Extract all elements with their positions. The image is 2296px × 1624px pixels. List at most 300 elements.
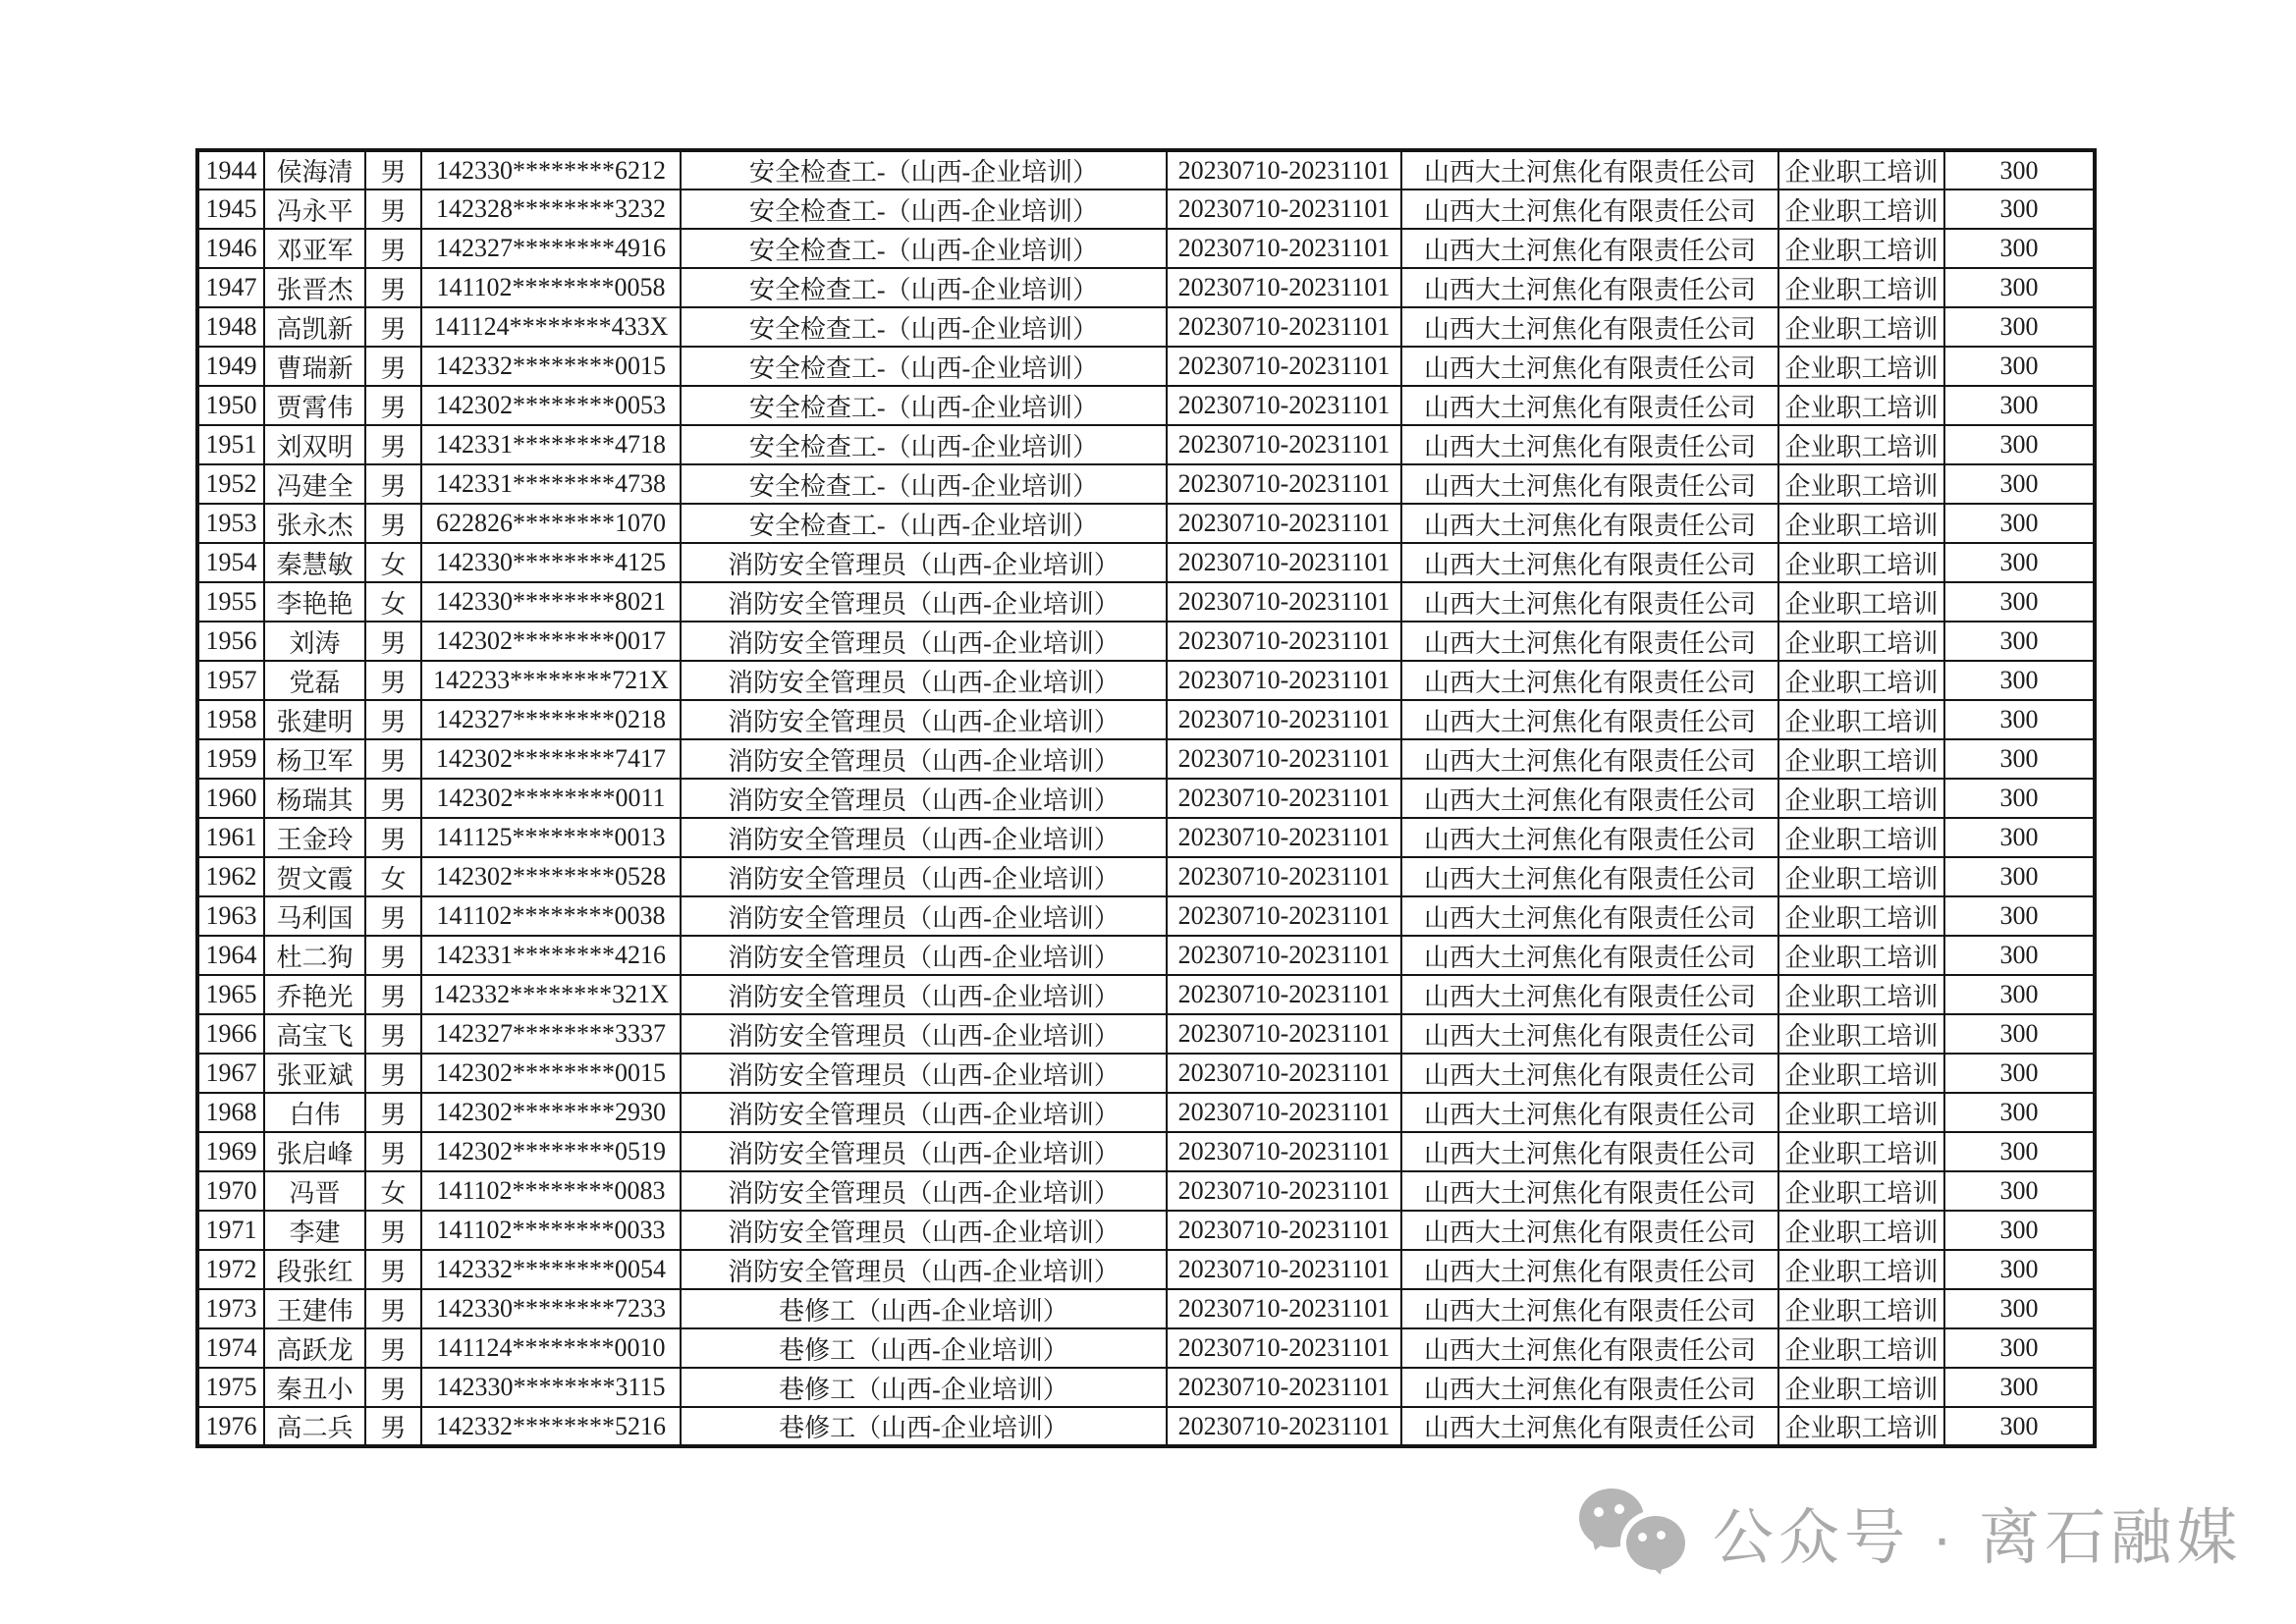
table-row <box>197 268 2095 307</box>
cell-id: 142327********0218 <box>421 700 681 739</box>
cell-amount: 300 <box>1944 268 2095 307</box>
cell-id: 142332********5216 <box>421 1407 681 1446</box>
cell-amount: 300 <box>1944 150 2095 189</box>
cell-gender: 男 <box>365 1407 421 1446</box>
cell-company: 山西大土河焦化有限责任公司 <box>1401 229 1778 268</box>
cell-category: 企业职工培训 <box>1778 386 1944 425</box>
cell-id: 142332********321X <box>421 975 681 1014</box>
cell-company: 山西大土河焦化有限责任公司 <box>1401 896 1778 936</box>
cell-category: 企业职工培训 <box>1778 504 1944 543</box>
cell-period: 20230710-20231101 <box>1167 1250 1401 1289</box>
table-row <box>197 1250 2095 1289</box>
cell-category: 企业职工培训 <box>1778 818 1944 857</box>
cell-amount: 300 <box>1944 739 2095 779</box>
cell-company: 山西大土河焦化有限责任公司 <box>1401 1014 1778 1054</box>
cell-id: 142331********4718 <box>421 425 681 464</box>
cell-name: 张建明 <box>264 700 365 739</box>
cell-gender: 男 <box>365 700 421 739</box>
cell-company: 山西大土河焦化有限责任公司 <box>1401 1407 1778 1446</box>
cell-category: 企业职工培训 <box>1778 150 1944 189</box>
cell-no: 1944 <box>197 150 264 189</box>
cell-id: 141102********0083 <box>421 1171 681 1211</box>
cell-category: 企业职工培训 <box>1778 1250 1944 1289</box>
cell-period: 20230710-20231101 <box>1167 582 1401 622</box>
cell-id: 142302********7417 <box>421 739 681 779</box>
cell-gender: 女 <box>365 857 421 896</box>
cell-gender: 男 <box>365 1014 421 1054</box>
cell-period: 20230710-20231101 <box>1167 268 1401 307</box>
table-row <box>197 150 2095 189</box>
cell-gender: 男 <box>365 189 421 229</box>
cell-no: 1975 <box>197 1368 264 1407</box>
wechat-bubble-front <box>1620 1510 1691 1576</box>
table-row <box>197 975 2095 1014</box>
cell-name: 张永杰 <box>264 504 365 543</box>
cell-no: 1947 <box>197 268 264 307</box>
cell-name: 秦丑小 <box>264 1368 365 1407</box>
cell-amount: 300 <box>1944 425 2095 464</box>
cell-amount: 300 <box>1944 936 2095 975</box>
cell-job: 消防安全管理员（山西-企业培训） <box>681 857 1167 896</box>
table-row <box>197 1211 2095 1250</box>
cell-category: 企业职工培训 <box>1778 229 1944 268</box>
cell-name: 李建 <box>264 1211 365 1250</box>
cell-name: 白伟 <box>264 1093 365 1132</box>
cell-company: 山西大土河焦化有限责任公司 <box>1401 150 1778 189</box>
cell-company: 山西大土河焦化有限责任公司 <box>1401 1093 1778 1132</box>
cell-job: 消防安全管理员（山西-企业培训） <box>681 896 1167 936</box>
cell-job: 消防安全管理员（山西-企业培训） <box>681 1054 1167 1093</box>
cell-period: 20230710-20231101 <box>1167 661 1401 700</box>
table-row <box>197 1054 2095 1093</box>
cell-category: 企业职工培训 <box>1778 936 1944 975</box>
cell-company: 山西大土河焦化有限责任公司 <box>1401 464 1778 504</box>
cell-no: 1973 <box>197 1289 264 1328</box>
cell-name: 冯晋 <box>264 1171 365 1211</box>
cell-gender: 男 <box>365 150 421 189</box>
cell-name: 曹瑞新 <box>264 347 365 386</box>
cell-period: 20230710-20231101 <box>1167 1132 1401 1171</box>
cell-company: 山西大土河焦化有限责任公司 <box>1401 386 1778 425</box>
cell-gender: 男 <box>365 1093 421 1132</box>
cell-gender: 男 <box>365 936 421 975</box>
cell-no: 1965 <box>197 975 264 1014</box>
cell-amount: 300 <box>1944 1093 2095 1132</box>
cell-company: 山西大土河焦化有限责任公司 <box>1401 857 1778 896</box>
cell-job: 巷修工（山西-企业培训） <box>681 1368 1167 1407</box>
cell-category: 企业职工培训 <box>1778 307 1944 347</box>
cell-company: 山西大土河焦化有限责任公司 <box>1401 1368 1778 1407</box>
cell-id: 142302********2930 <box>421 1093 681 1132</box>
cell-amount: 300 <box>1944 896 2095 936</box>
cell-gender: 女 <box>365 543 421 582</box>
cell-no: 1951 <box>197 425 264 464</box>
cell-no: 1967 <box>197 1054 264 1093</box>
cell-category: 企业职工培训 <box>1778 347 1944 386</box>
cell-amount: 300 <box>1944 1014 2095 1054</box>
cell-no: 1953 <box>197 504 264 543</box>
cell-category: 企业职工培训 <box>1778 622 1944 661</box>
cell-company: 山西大土河焦化有限责任公司 <box>1401 1289 1778 1328</box>
cell-job: 消防安全管理员（山西-企业培训） <box>681 1093 1167 1132</box>
cell-period: 20230710-20231101 <box>1167 818 1401 857</box>
table-row <box>197 1407 2095 1446</box>
cell-company: 山西大土河焦化有限责任公司 <box>1401 975 1778 1014</box>
cell-company: 山西大土河焦化有限责任公司 <box>1401 307 1778 347</box>
cell-period: 20230710-20231101 <box>1167 425 1401 464</box>
table-row <box>197 700 2095 739</box>
cell-id: 622826********1070 <box>421 504 681 543</box>
cell-period: 20230710-20231101 <box>1167 1407 1401 1446</box>
cell-job: 安全检查工-（山西-企业培训） <box>681 268 1167 307</box>
cell-amount: 300 <box>1944 622 2095 661</box>
table-row <box>197 1014 2095 1054</box>
cell-company: 山西大土河焦化有限责任公司 <box>1401 582 1778 622</box>
cell-amount: 300 <box>1944 582 2095 622</box>
cell-name: 张启峰 <box>264 1132 365 1171</box>
cell-gender: 男 <box>365 622 421 661</box>
cell-id: 142302********0015 <box>421 1054 681 1093</box>
cell-name: 高凯新 <box>264 307 365 347</box>
cell-amount: 300 <box>1944 779 2095 818</box>
cell-period: 20230710-20231101 <box>1167 1368 1401 1407</box>
cell-name: 王建伟 <box>264 1289 365 1328</box>
cell-category: 企业职工培训 <box>1778 779 1944 818</box>
table-row <box>197 1093 2095 1132</box>
cell-gender: 男 <box>365 386 421 425</box>
cell-id: 142331********4216 <box>421 936 681 975</box>
cell-period: 20230710-20231101 <box>1167 543 1401 582</box>
cell-id: 141124********0010 <box>421 1328 681 1368</box>
cell-name: 李艳艳 <box>264 582 365 622</box>
cell-company: 山西大土河焦化有限责任公司 <box>1401 936 1778 975</box>
cell-name: 贺文霞 <box>264 857 365 896</box>
table-row <box>197 543 2095 582</box>
cell-period: 20230710-20231101 <box>1167 700 1401 739</box>
cell-id: 142330********3115 <box>421 1368 681 1407</box>
cell-no: 1954 <box>197 543 264 582</box>
cell-company: 山西大土河焦化有限责任公司 <box>1401 425 1778 464</box>
cell-job: 消防安全管理员（山西-企业培训） <box>681 779 1167 818</box>
cell-category: 企业职工培训 <box>1778 189 1944 229</box>
cell-category: 企业职工培训 <box>1778 425 1944 464</box>
cell-category: 企业职工培训 <box>1778 739 1944 779</box>
cell-no: 1950 <box>197 386 264 425</box>
cell-period: 20230710-20231101 <box>1167 150 1401 189</box>
cell-period: 20230710-20231101 <box>1167 504 1401 543</box>
cell-amount: 300 <box>1944 1171 2095 1211</box>
cell-name: 贾霄伟 <box>264 386 365 425</box>
cell-job: 消防安全管理员（山西-企业培训） <box>681 1171 1167 1211</box>
table-row <box>197 1289 2095 1328</box>
cell-no: 1956 <box>197 622 264 661</box>
cell-job: 消防安全管理员（山西-企业培训） <box>681 818 1167 857</box>
cell-job: 消防安全管理员（山西-企业培训） <box>681 1250 1167 1289</box>
cell-amount: 300 <box>1944 1211 2095 1250</box>
cell-period: 20230710-20231101 <box>1167 622 1401 661</box>
cell-job: 安全检查工-（山西-企业培训） <box>681 425 1167 464</box>
cell-no: 1952 <box>197 464 264 504</box>
cell-no: 1976 <box>197 1407 264 1446</box>
cell-id: 142302********0017 <box>421 622 681 661</box>
cell-id: 142327********4916 <box>421 229 681 268</box>
table-row <box>197 622 2095 661</box>
cell-company: 山西大土河焦化有限责任公司 <box>1401 700 1778 739</box>
cell-amount: 300 <box>1944 661 2095 700</box>
cell-name: 侯海清 <box>264 150 365 189</box>
cell-company: 山西大土河焦化有限责任公司 <box>1401 1328 1778 1368</box>
grant-table-body <box>197 150 2095 1446</box>
cell-gender: 男 <box>365 1250 421 1289</box>
cell-id: 142302********0053 <box>421 386 681 425</box>
cell-company: 山西大土河焦化有限责任公司 <box>1401 622 1778 661</box>
cell-name: 杨瑞其 <box>264 779 365 818</box>
watermark-text: 公众号 · 离石融媒 <box>1713 1503 2243 1572</box>
cell-job: 消防安全管理员（山西-企业培训） <box>681 1211 1167 1250</box>
table-row <box>197 779 2095 818</box>
cell-no: 1946 <box>197 229 264 268</box>
cell-category: 企业职工培训 <box>1778 582 1944 622</box>
cell-amount: 300 <box>1944 975 2095 1014</box>
cell-amount: 300 <box>1944 464 2095 504</box>
cell-name: 秦慧敏 <box>264 543 365 582</box>
cell-period: 20230710-20231101 <box>1167 386 1401 425</box>
cell-no: 1974 <box>197 1328 264 1368</box>
cell-name: 杨卫军 <box>264 739 365 779</box>
table-row <box>197 504 2095 543</box>
cell-amount: 300 <box>1944 1250 2095 1289</box>
cell-job: 安全检查工-（山西-企业培训） <box>681 307 1167 347</box>
cell-gender: 男 <box>365 1368 421 1407</box>
cell-gender: 男 <box>365 661 421 700</box>
cell-name: 段张红 <box>264 1250 365 1289</box>
cell-id: 142327********3337 <box>421 1014 681 1054</box>
cell-name: 高跃龙 <box>264 1328 365 1368</box>
cell-id: 142330********7233 <box>421 1289 681 1328</box>
cell-category: 企业职工培训 <box>1778 1328 1944 1368</box>
cell-amount: 300 <box>1944 543 2095 582</box>
cell-gender: 男 <box>365 975 421 1014</box>
cell-category: 企业职工培训 <box>1778 700 1944 739</box>
cell-job: 消防安全管理员（山西-企业培训） <box>681 936 1167 975</box>
cell-job: 消防安全管理员（山西-企业培训） <box>681 543 1167 582</box>
cell-name: 刘涛 <box>264 622 365 661</box>
cell-company: 山西大土河焦化有限责任公司 <box>1401 268 1778 307</box>
table-row <box>197 425 2095 464</box>
cell-company: 山西大土河焦化有限责任公司 <box>1401 739 1778 779</box>
table-row <box>197 464 2095 504</box>
cell-job: 消防安全管理员（山西-企业培训） <box>681 700 1167 739</box>
cell-gender: 女 <box>365 1171 421 1211</box>
cell-no: 1955 <box>197 582 264 622</box>
cell-id: 141102********0038 <box>421 896 681 936</box>
cell-amount: 300 <box>1944 229 2095 268</box>
cell-no: 1963 <box>197 896 264 936</box>
cell-gender: 男 <box>365 229 421 268</box>
cell-amount: 300 <box>1944 818 2095 857</box>
cell-job: 安全检查工-（山西-企业培训） <box>681 189 1167 229</box>
cell-period: 20230710-20231101 <box>1167 1211 1401 1250</box>
cell-name: 党磊 <box>264 661 365 700</box>
cell-job: 消防安全管理员（山西-企业培训） <box>681 975 1167 1014</box>
cell-job: 安全检查工-（山西-企业培训） <box>681 504 1167 543</box>
cell-name: 高宝飞 <box>264 1014 365 1054</box>
cell-category: 企业职工培训 <box>1778 857 1944 896</box>
cell-category: 企业职工培训 <box>1778 1289 1944 1328</box>
table-row <box>197 347 2095 386</box>
cell-company: 山西大土河焦化有限责任公司 <box>1401 347 1778 386</box>
cell-id: 141102********0033 <box>421 1211 681 1250</box>
cell-no: 1959 <box>197 739 264 779</box>
cell-gender: 男 <box>365 425 421 464</box>
cell-period: 20230710-20231101 <box>1167 347 1401 386</box>
cell-period: 20230710-20231101 <box>1167 975 1401 1014</box>
cell-no: 1945 <box>197 189 264 229</box>
cell-name: 杜二狗 <box>264 936 365 975</box>
cell-id: 142330********6212 <box>421 150 681 189</box>
cell-name: 乔艳光 <box>264 975 365 1014</box>
cell-name: 冯永平 <box>264 189 365 229</box>
cell-gender: 男 <box>365 818 421 857</box>
cell-job: 巷修工（山西-企业培训） <box>681 1328 1167 1368</box>
cell-category: 企业职工培训 <box>1778 661 1944 700</box>
cell-period: 20230710-20231101 <box>1167 189 1401 229</box>
cell-gender: 男 <box>365 464 421 504</box>
cell-category: 企业职工培训 <box>1778 1014 1944 1054</box>
cell-gender: 男 <box>365 504 421 543</box>
cell-no: 1957 <box>197 661 264 700</box>
cell-id: 142330********4125 <box>421 543 681 582</box>
cell-id: 142302********0011 <box>421 779 681 818</box>
cell-name: 冯建全 <box>264 464 365 504</box>
table-row <box>197 229 2095 268</box>
table-row <box>197 896 2095 936</box>
cell-id: 142328********3232 <box>421 189 681 229</box>
cell-gender: 女 <box>365 582 421 622</box>
table-row <box>197 1328 2095 1368</box>
cell-company: 山西大土河焦化有限责任公司 <box>1401 1250 1778 1289</box>
table-row <box>197 386 2095 425</box>
cell-job: 巷修工（山西-企业培训） <box>681 1289 1167 1328</box>
table-row <box>197 936 2095 975</box>
cell-company: 山西大土河焦化有限责任公司 <box>1401 661 1778 700</box>
cell-category: 企业职工培训 <box>1778 896 1944 936</box>
table-row <box>197 582 2095 622</box>
cell-no: 1949 <box>197 347 264 386</box>
cell-company: 山西大土河焦化有限责任公司 <box>1401 504 1778 543</box>
cell-period: 20230710-20231101 <box>1167 739 1401 779</box>
cell-no: 1961 <box>197 818 264 857</box>
cell-period: 20230710-20231101 <box>1167 1328 1401 1368</box>
cell-no: 1948 <box>197 307 264 347</box>
cell-period: 20230710-20231101 <box>1167 1289 1401 1328</box>
wechat-icon <box>1579 1483 1685 1581</box>
cell-job: 安全检查工-（山西-企业培训） <box>681 150 1167 189</box>
cell-job: 消防安全管理员（山西-企业培训） <box>681 582 1167 622</box>
cell-gender: 男 <box>365 779 421 818</box>
cell-category: 企业职工培训 <box>1778 1054 1944 1093</box>
cell-name: 邓亚军 <box>264 229 365 268</box>
watermark <box>1579 1478 2242 1586</box>
cell-id: 142302********0519 <box>421 1132 681 1171</box>
cell-id: 142332********0054 <box>421 1250 681 1289</box>
cell-name: 张亚斌 <box>264 1054 365 1093</box>
cell-job: 消防安全管理员（山西-企业培训） <box>681 661 1167 700</box>
cell-company: 山西大土河焦化有限责任公司 <box>1401 543 1778 582</box>
cell-category: 企业职工培训 <box>1778 268 1944 307</box>
cell-no: 1964 <box>197 936 264 975</box>
cell-category: 企业职工培训 <box>1778 543 1944 582</box>
cell-id: 142331********4738 <box>421 464 681 504</box>
cell-amount: 300 <box>1944 386 2095 425</box>
cell-job: 巷修工（山西-企业培训） <box>681 1407 1167 1446</box>
cell-id: 142330********8021 <box>421 582 681 622</box>
table-row <box>197 1368 2095 1407</box>
cell-no: 1966 <box>197 1014 264 1054</box>
cell-id: 142332********0015 <box>421 347 681 386</box>
cell-id: 142233********721X <box>421 661 681 700</box>
cell-amount: 300 <box>1944 700 2095 739</box>
cell-amount: 300 <box>1944 1054 2095 1093</box>
cell-gender: 男 <box>365 739 421 779</box>
cell-gender: 男 <box>365 1132 421 1171</box>
table-row <box>197 1132 2095 1171</box>
cell-gender: 男 <box>365 307 421 347</box>
cell-gender: 男 <box>365 1211 421 1250</box>
cell-no: 1962 <box>197 857 264 896</box>
cell-id: 141124********433X <box>421 307 681 347</box>
cell-job: 消防安全管理员（山西-企业培训） <box>681 1132 1167 1171</box>
cell-amount: 300 <box>1944 307 2095 347</box>
cell-gender: 男 <box>365 896 421 936</box>
cell-category: 企业职工培训 <box>1778 1211 1944 1250</box>
cell-name: 高二兵 <box>264 1407 365 1446</box>
cell-category: 企业职工培训 <box>1778 464 1944 504</box>
cell-period: 20230710-20231101 <box>1167 779 1401 818</box>
cell-category: 企业职工培训 <box>1778 1368 1944 1407</box>
table-row <box>197 818 2095 857</box>
cell-name: 马利国 <box>264 896 365 936</box>
cell-no: 1969 <box>197 1132 264 1171</box>
cell-job: 消防安全管理员（山西-企业培训） <box>681 739 1167 779</box>
table-row <box>197 1171 2095 1211</box>
cell-name: 刘双明 <box>264 425 365 464</box>
cell-no: 1958 <box>197 700 264 739</box>
cell-job: 安全检查工-（山西-企业培训） <box>681 347 1167 386</box>
cell-period: 20230710-20231101 <box>1167 896 1401 936</box>
cell-category: 企业职工培训 <box>1778 1093 1944 1132</box>
cell-no: 1971 <box>197 1211 264 1250</box>
cell-job: 消防安全管理员（山西-企业培训） <box>681 1014 1167 1054</box>
cell-company: 山西大土河焦化有限责任公司 <box>1401 1132 1778 1171</box>
cell-job: 安全检查工-（山西-企业培训） <box>681 386 1167 425</box>
table-row <box>197 307 2095 347</box>
cell-name: 王金玲 <box>264 818 365 857</box>
cell-period: 20230710-20231101 <box>1167 229 1401 268</box>
cell-period: 20230710-20231101 <box>1167 857 1401 896</box>
cell-gender: 男 <box>365 347 421 386</box>
cell-amount: 300 <box>1944 504 2095 543</box>
cell-category: 企业职工培训 <box>1778 1132 1944 1171</box>
cell-company: 山西大土河焦化有限责任公司 <box>1401 189 1778 229</box>
cell-period: 20230710-20231101 <box>1167 1171 1401 1211</box>
cell-gender: 男 <box>365 1054 421 1093</box>
cell-company: 山西大土河焦化有限责任公司 <box>1401 1054 1778 1093</box>
cell-amount: 300 <box>1944 1328 2095 1368</box>
cell-no: 1970 <box>197 1171 264 1211</box>
cell-amount: 300 <box>1944 1407 2095 1446</box>
cell-category: 企业职工培训 <box>1778 1171 1944 1211</box>
